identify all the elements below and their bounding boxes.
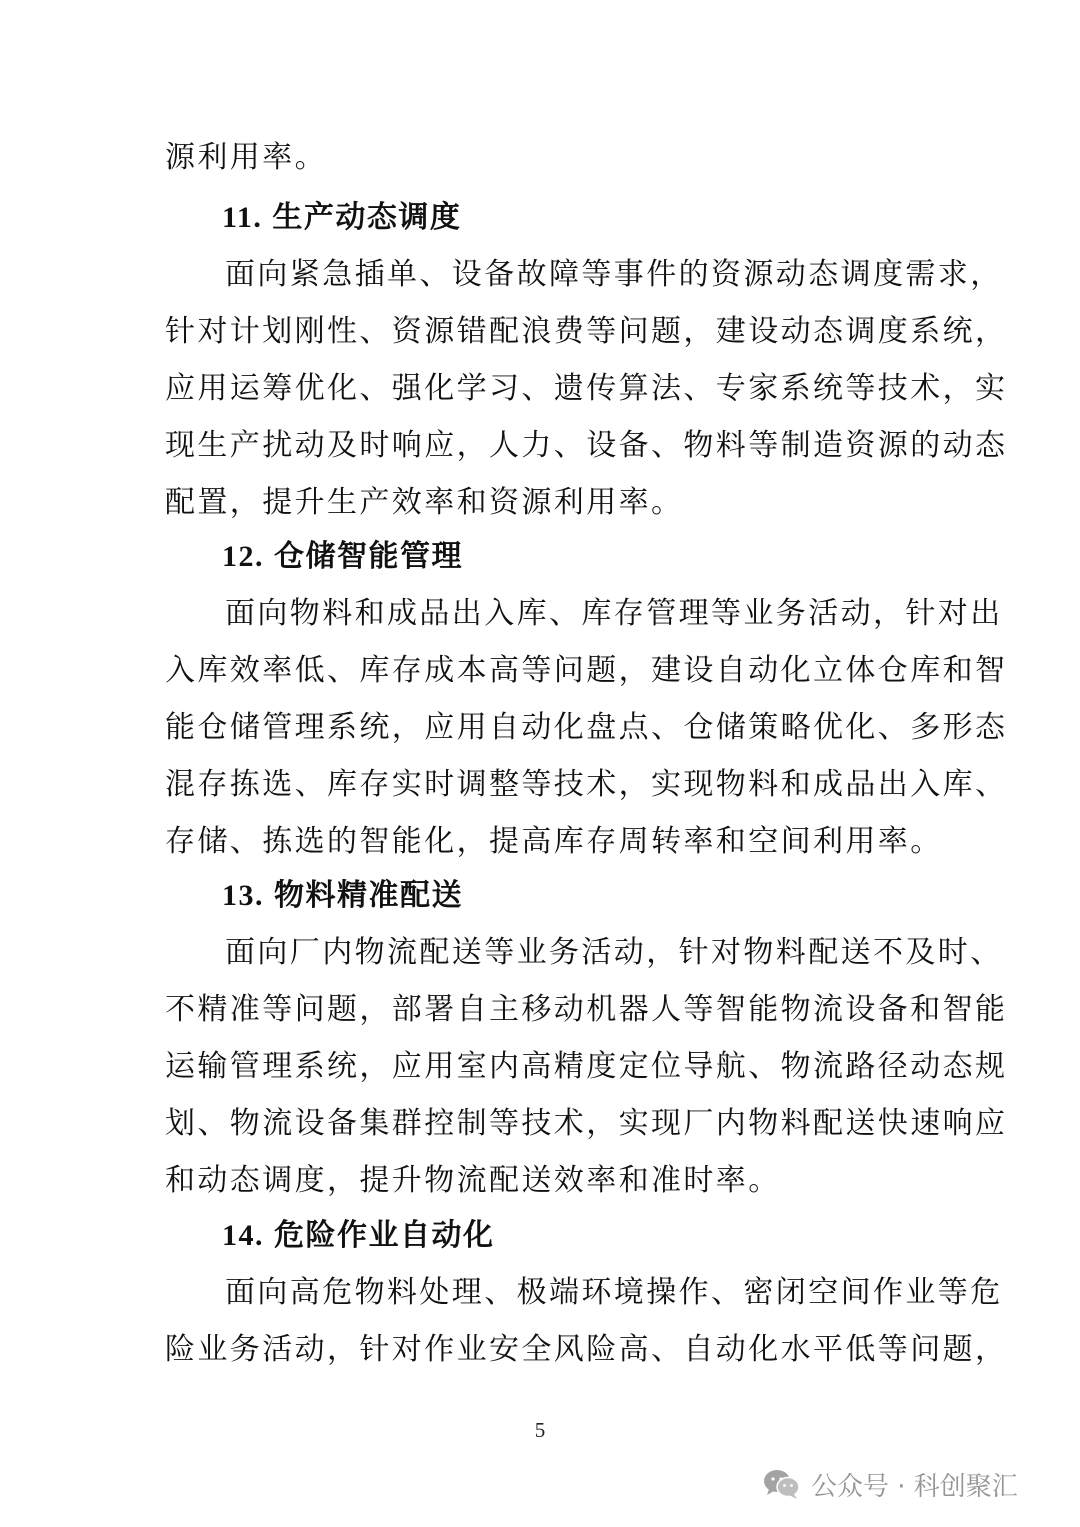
paragraph-line: 和动态调度，提升物流配送效率和准时率。 [165,1163,781,1198]
section-title: 仓储智能管理 [274,539,463,574]
page-number: 5 [534,1418,546,1442]
wechat-icon [763,1468,801,1500]
paragraph-line: 混存拣选、库存实时调整等技术，实现物料和成品出入库、 [165,767,1008,802]
paragraph-line: 源利用率。 [165,140,327,175]
paragraph-line: 配置，提升生产效率和资源利用率。 [165,485,684,520]
paragraph-line: 入库效率低、库存成本高等问题，建设自动化立体仓库和智 [165,653,1008,688]
paragraph-line: 存储、拣选的智能化，提高库存周转率和空间利用率。 [165,824,943,859]
wechat-watermark [763,1466,1018,1502]
paragraph-line: 险业务活动，针对作业安全风险高、自动化水平低等问题， [165,1332,1008,1367]
section-number: 11. [222,201,263,234]
section-heading-13 [222,876,463,916]
section-number: 13. [222,879,264,912]
paragraph-line: 不精准等问题，部署自主移动机器人等智能物流设备和智能 [165,992,1008,1027]
section-number: 14. [222,1219,264,1252]
paragraph-line: 面向紧急插单、设备故障等事件的资源动态调度需求， [225,257,1003,292]
paragraph-line: 现生产扰动及时响应，人力、设备、物料等制造资源的动态 [165,428,1008,463]
paragraph-line: 针对计划刚性、资源错配浪费等问题，建设动态调度系统， [165,314,1008,349]
section-title: 危险作业自动化 [274,1218,495,1253]
watermark-text: 公众号 · 科创聚汇 [811,1471,1018,1502]
section-heading-11 [222,198,461,238]
paragraph-line: 面向物料和成品出入库、库存管理等业务活动，针对出 [225,596,1003,631]
paragraph-line: 划、物流设备集群控制等技术，实现厂内物料配送快速响应 [165,1106,1008,1141]
paragraph-line: 面向厂内物流配送等业务活动，针对物料配送不及时、 [225,935,1003,970]
paragraph-line: 应用运筹优化、强化学习、遗传算法、专家系统等技术，实 [165,371,1008,406]
paragraph-line: 能仓储管理系统，应用自动化盘点、仓储策略优化、多形态 [165,710,1008,745]
section-heading-14 [222,1216,495,1256]
paragraph-line: 运输管理系统，应用室内高精度定位导航、物流路径动态规 [165,1049,1008,1084]
section-title: 生产动态调度 [272,200,462,235]
section-title: 物料精准配送 [274,878,463,913]
paragraph-line: 面向高危物料处理、极端环境操作、密闭空间作业等危 [225,1275,1003,1310]
section-number: 12. [222,540,264,573]
section-heading-12 [222,537,463,577]
